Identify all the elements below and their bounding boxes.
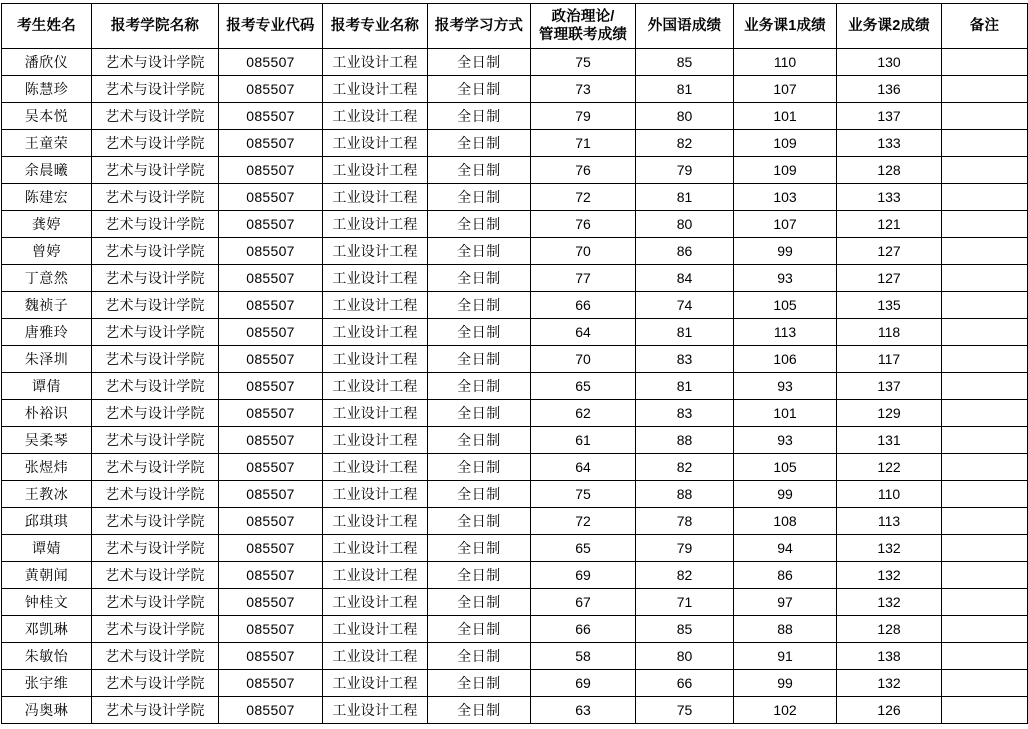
- cell-major-course-2-score: 128: [837, 157, 942, 184]
- cell-name: 唐雅玲: [2, 319, 92, 346]
- table-row: [2, 508, 1028, 535]
- cell-major-course-2-score: 138: [837, 643, 942, 670]
- cell-foreign-language-score: 88: [636, 481, 734, 508]
- cell-major-course-1-score: 103: [734, 184, 837, 211]
- cell-remark: [942, 157, 1028, 184]
- column-header-name: 考生姓名: [2, 4, 92, 49]
- cell-study-mode: 全日制: [428, 265, 531, 292]
- cell-major-code: 085507: [219, 211, 323, 238]
- cell-major-course-1-score: 99: [734, 670, 837, 697]
- cell-name: 朱敏怡: [2, 643, 92, 670]
- cell-study-mode: 全日制: [428, 535, 531, 562]
- cell-college: 艺术与设计学院: [92, 400, 219, 427]
- cell-politics-score: 69: [531, 562, 636, 589]
- cell-major-course-2-score: 133: [837, 130, 942, 157]
- cell-remark: [942, 427, 1028, 454]
- cell-major-name: 工业设计工程: [323, 481, 428, 508]
- cell-major-course-2-score: 135: [837, 292, 942, 319]
- cell-college: 艺术与设计学院: [92, 292, 219, 319]
- cell-major-code: 085507: [219, 238, 323, 265]
- cell-remark: [942, 508, 1028, 535]
- cell-foreign-language-score: 79: [636, 535, 734, 562]
- cell-study-mode: 全日制: [428, 427, 531, 454]
- cell-study-mode: 全日制: [428, 697, 531, 724]
- cell-study-mode: 全日制: [428, 562, 531, 589]
- cell-major-course-1-score: 99: [734, 238, 837, 265]
- cell-major-course-1-score: 86: [734, 562, 837, 589]
- cell-politics-score: 58: [531, 643, 636, 670]
- cell-foreign-language-score: 81: [636, 373, 734, 400]
- cell-college: 艺术与设计学院: [92, 427, 219, 454]
- cell-name: 吴柔琴: [2, 427, 92, 454]
- cell-study-mode: 全日制: [428, 157, 531, 184]
- cell-foreign-language-score: 80: [636, 211, 734, 238]
- cell-foreign-language-score: 82: [636, 130, 734, 157]
- cell-remark: [942, 589, 1028, 616]
- cell-major-course-1-score: 105: [734, 292, 837, 319]
- cell-politics-score: 66: [531, 292, 636, 319]
- table-row: [2, 130, 1028, 157]
- table-row: [2, 76, 1028, 103]
- cell-politics-score: 65: [531, 373, 636, 400]
- cell-study-mode: 全日制: [428, 400, 531, 427]
- cell-college: 艺术与设计学院: [92, 643, 219, 670]
- cell-major-name: 工业设计工程: [323, 535, 428, 562]
- cell-remark: [942, 373, 1028, 400]
- table-row: [2, 49, 1028, 76]
- cell-remark: [942, 49, 1028, 76]
- cell-major-course-2-score: 137: [837, 103, 942, 130]
- cell-politics-score: 64: [531, 319, 636, 346]
- cell-major-course-2-score: 132: [837, 562, 942, 589]
- cell-major-course-1-score: 101: [734, 103, 837, 130]
- cell-college: 艺术与设计学院: [92, 319, 219, 346]
- cell-major-name: 工业设计工程: [323, 184, 428, 211]
- cell-politics-score: 71: [531, 130, 636, 157]
- table-row: [2, 211, 1028, 238]
- cell-study-mode: 全日制: [428, 373, 531, 400]
- cell-politics-score: 69: [531, 670, 636, 697]
- cell-remark: [942, 697, 1028, 724]
- cell-major-course-2-score: 132: [837, 670, 942, 697]
- cell-college: 艺术与设计学院: [92, 157, 219, 184]
- cell-major-code: 085507: [219, 427, 323, 454]
- cell-foreign-language-score: 86: [636, 238, 734, 265]
- cell-foreign-language-score: 85: [636, 49, 734, 76]
- cell-study-mode: 全日制: [428, 184, 531, 211]
- cell-major-course-1-score: 109: [734, 157, 837, 184]
- cell-politics-score: 67: [531, 589, 636, 616]
- table-row: [2, 238, 1028, 265]
- column-header-politics-line2: 管理联考成绩: [538, 27, 628, 43]
- table-row: [2, 643, 1028, 670]
- cell-foreign-language-score: 81: [636, 319, 734, 346]
- cell-name: 邓凯琳: [2, 616, 92, 643]
- cell-major-code: 085507: [219, 589, 323, 616]
- cell-foreign-language-score: 83: [636, 346, 734, 373]
- table-row: [2, 157, 1028, 184]
- cell-major-name: 工业设计工程: [323, 400, 428, 427]
- cell-name: 朱泽圳: [2, 346, 92, 373]
- cell-politics-score: 72: [531, 508, 636, 535]
- cell-foreign-language-score: 71: [636, 589, 734, 616]
- cell-study-mode: 全日制: [428, 508, 531, 535]
- cell-major-name: 工业设计工程: [323, 427, 428, 454]
- cell-remark: [942, 616, 1028, 643]
- cell-politics-score: 76: [531, 211, 636, 238]
- cell-major-name: 工业设计工程: [323, 319, 428, 346]
- cell-major-course-1-score: 108: [734, 508, 837, 535]
- cell-major-name: 工业设计工程: [323, 562, 428, 589]
- cell-major-course-2-score: 132: [837, 535, 942, 562]
- cell-name: 陈建宏: [2, 184, 92, 211]
- cell-politics-score: 70: [531, 346, 636, 373]
- cell-name: 张宇维: [2, 670, 92, 697]
- cell-major-course-2-score: 131: [837, 427, 942, 454]
- cell-major-name: 工业设计工程: [323, 697, 428, 724]
- cell-college: 艺术与设计学院: [92, 535, 219, 562]
- cell-major-course-1-score: 109: [734, 130, 837, 157]
- column-header-major-course-2-score: 业务课2成绩: [837, 4, 942, 49]
- cell-major-code: 085507: [219, 373, 323, 400]
- cell-politics-score: 77: [531, 265, 636, 292]
- cell-major-course-2-score: 122: [837, 454, 942, 481]
- cell-major-code: 085507: [219, 670, 323, 697]
- header-row: [2, 4, 1028, 49]
- cell-major-course-2-score: 110: [837, 481, 942, 508]
- cell-major-course-1-score: 97: [734, 589, 837, 616]
- cell-foreign-language-score: 66: [636, 670, 734, 697]
- cell-college: 艺术与设计学院: [92, 562, 219, 589]
- cell-remark: [942, 184, 1028, 211]
- table-row: [2, 670, 1028, 697]
- cell-foreign-language-score: 88: [636, 427, 734, 454]
- cell-major-code: 085507: [219, 616, 323, 643]
- cell-remark: [942, 292, 1028, 319]
- cell-major-code: 085507: [219, 103, 323, 130]
- cell-major-course-1-score: 107: [734, 76, 837, 103]
- cell-college: 艺术与设计学院: [92, 589, 219, 616]
- cell-major-course-2-score: 113: [837, 508, 942, 535]
- table-row: [2, 562, 1028, 589]
- cell-study-mode: 全日制: [428, 319, 531, 346]
- cell-major-name: 工业设计工程: [323, 454, 428, 481]
- cell-name: 朴裕识: [2, 400, 92, 427]
- cell-major-course-2-score: 129: [837, 400, 942, 427]
- table-row: [2, 319, 1028, 346]
- cell-politics-score: 65: [531, 535, 636, 562]
- cell-study-mode: 全日制: [428, 346, 531, 373]
- cell-major-course-2-score: 132: [837, 589, 942, 616]
- cell-remark: [942, 211, 1028, 238]
- cell-name: 丁意然: [2, 265, 92, 292]
- cell-foreign-language-score: 78: [636, 508, 734, 535]
- cell-major-code: 085507: [219, 481, 323, 508]
- cell-study-mode: 全日制: [428, 589, 531, 616]
- column-header-politics-line1: 政治理论/: [551, 8, 615, 25]
- cell-remark: [942, 319, 1028, 346]
- cell-name: 钟桂文: [2, 589, 92, 616]
- cell-politics-score: 62: [531, 400, 636, 427]
- cell-major-code: 085507: [219, 454, 323, 481]
- cell-remark: [942, 454, 1028, 481]
- table-row: [2, 292, 1028, 319]
- cell-college: 艺术与设计学院: [92, 265, 219, 292]
- cell-name: 黄朝闻: [2, 562, 92, 589]
- column-header-politics-score: [531, 4, 636, 49]
- cell-remark: [942, 76, 1028, 103]
- cell-major-code: 085507: [219, 508, 323, 535]
- column-header-major-course-1-score: 业务课1成绩: [734, 4, 837, 49]
- cell-major-code: 085507: [219, 49, 323, 76]
- cell-remark: [942, 481, 1028, 508]
- table-header: [2, 4, 1028, 49]
- cell-major-code: 085507: [219, 184, 323, 211]
- table-row: [2, 535, 1028, 562]
- cell-major-course-1-score: 94: [734, 535, 837, 562]
- cell-remark: [942, 670, 1028, 697]
- cell-college: 艺术与设计学院: [92, 508, 219, 535]
- cell-major-code: 085507: [219, 697, 323, 724]
- cell-study-mode: 全日制: [428, 211, 531, 238]
- cell-name: 冯奥琳: [2, 697, 92, 724]
- cell-major-course-1-score: 102: [734, 697, 837, 724]
- cell-politics-score: 61: [531, 427, 636, 454]
- cell-major-code: 085507: [219, 346, 323, 373]
- cell-study-mode: 全日制: [428, 670, 531, 697]
- cell-name: 魏祯子: [2, 292, 92, 319]
- cell-politics-score: 75: [531, 49, 636, 76]
- cell-major-name: 工业设计工程: [323, 49, 428, 76]
- cell-study-mode: 全日制: [428, 103, 531, 130]
- cell-major-course-1-score: 88: [734, 616, 837, 643]
- cell-study-mode: 全日制: [428, 76, 531, 103]
- cell-major-course-1-score: 91: [734, 643, 837, 670]
- cell-remark: [942, 346, 1028, 373]
- column-header-major-code: 报考专业代码: [219, 4, 323, 49]
- cell-college: 艺术与设计学院: [92, 211, 219, 238]
- cell-college: 艺术与设计学院: [92, 697, 219, 724]
- cell-major-code: 085507: [219, 76, 323, 103]
- cell-major-name: 工业设计工程: [323, 238, 428, 265]
- cell-college: 艺术与设计学院: [92, 49, 219, 76]
- cell-major-name: 工业设计工程: [323, 643, 428, 670]
- cell-major-course-2-score: 137: [837, 373, 942, 400]
- cell-major-code: 085507: [219, 400, 323, 427]
- cell-foreign-language-score: 74: [636, 292, 734, 319]
- cell-foreign-language-score: 83: [636, 400, 734, 427]
- table-row: [2, 346, 1028, 373]
- cell-remark: [942, 643, 1028, 670]
- cell-major-name: 工业设计工程: [323, 265, 428, 292]
- cell-politics-score: 75: [531, 481, 636, 508]
- cell-major-name: 工业设计工程: [323, 211, 428, 238]
- cell-major-course-2-score: 126: [837, 697, 942, 724]
- cell-major-course-2-score: 118: [837, 319, 942, 346]
- cell-study-mode: 全日制: [428, 616, 531, 643]
- cell-college: 艺术与设计学院: [92, 76, 219, 103]
- table-row: [2, 589, 1028, 616]
- cell-major-name: 工业设计工程: [323, 130, 428, 157]
- cell-politics-score: 66: [531, 616, 636, 643]
- cell-major-course-1-score: 93: [734, 265, 837, 292]
- cell-major-name: 工业设计工程: [323, 292, 428, 319]
- cell-name: 曾婷: [2, 238, 92, 265]
- cell-major-code: 085507: [219, 319, 323, 346]
- cell-major-course-1-score: 101: [734, 400, 837, 427]
- cell-remark: [942, 238, 1028, 265]
- cell-name: 谭倩: [2, 373, 92, 400]
- cell-major-course-2-score: 121: [837, 211, 942, 238]
- cell-remark: [942, 265, 1028, 292]
- cell-name: 陈慧珍: [2, 76, 92, 103]
- table-body: [2, 49, 1028, 724]
- cell-major-name: 工业设计工程: [323, 616, 428, 643]
- cell-major-course-1-score: 99: [734, 481, 837, 508]
- cell-name: 龚婷: [2, 211, 92, 238]
- cell-study-mode: 全日制: [428, 130, 531, 157]
- cell-major-course-1-score: 106: [734, 346, 837, 373]
- cell-major-course-2-score: 128: [837, 616, 942, 643]
- cell-major-code: 085507: [219, 265, 323, 292]
- score-sheet: [0, 3, 1028, 724]
- cell-major-course-2-score: 133: [837, 184, 942, 211]
- cell-name: 王教冰: [2, 481, 92, 508]
- table-row: [2, 454, 1028, 481]
- cell-politics-score: 63: [531, 697, 636, 724]
- cell-college: 艺术与设计学院: [92, 373, 219, 400]
- cell-major-course-1-score: 93: [734, 427, 837, 454]
- cell-foreign-language-score: 79: [636, 157, 734, 184]
- cell-major-course-1-score: 107: [734, 211, 837, 238]
- cell-name: 吴本悦: [2, 103, 92, 130]
- cell-major-name: 工业设计工程: [323, 373, 428, 400]
- table-row: [2, 481, 1028, 508]
- cell-college: 艺术与设计学院: [92, 238, 219, 265]
- cell-study-mode: 全日制: [428, 49, 531, 76]
- cell-major-code: 085507: [219, 292, 323, 319]
- cell-study-mode: 全日制: [428, 238, 531, 265]
- cell-politics-score: 70: [531, 238, 636, 265]
- table-row: [2, 427, 1028, 454]
- cell-foreign-language-score: 84: [636, 265, 734, 292]
- cell-remark: [942, 400, 1028, 427]
- cell-remark: [942, 562, 1028, 589]
- table-row: [2, 697, 1028, 724]
- cell-foreign-language-score: 82: [636, 454, 734, 481]
- cell-study-mode: 全日制: [428, 481, 531, 508]
- cell-politics-score: 73: [531, 76, 636, 103]
- cell-major-name: 工业设计工程: [323, 103, 428, 130]
- cell-major-course-2-score: 117: [837, 346, 942, 373]
- table-row: [2, 616, 1028, 643]
- cell-college: 艺术与设计学院: [92, 184, 219, 211]
- cell-politics-score: 72: [531, 184, 636, 211]
- cell-college: 艺术与设计学院: [92, 103, 219, 130]
- cell-major-name: 工业设计工程: [323, 589, 428, 616]
- cell-major-course-2-score: 130: [837, 49, 942, 76]
- cell-remark: [942, 103, 1028, 130]
- cell-politics-score: 64: [531, 454, 636, 481]
- cell-remark: [942, 130, 1028, 157]
- cell-college: 艺术与设计学院: [92, 130, 219, 157]
- cell-college: 艺术与设计学院: [92, 616, 219, 643]
- cell-college: 艺术与设计学院: [92, 346, 219, 373]
- cell-name: 潘欣仪: [2, 49, 92, 76]
- cell-major-course-2-score: 127: [837, 265, 942, 292]
- table-row: [2, 103, 1028, 130]
- cell-foreign-language-score: 82: [636, 562, 734, 589]
- cell-college: 艺术与设计学院: [92, 481, 219, 508]
- cell-major-course-2-score: 136: [837, 76, 942, 103]
- cell-college: 艺术与设计学院: [92, 670, 219, 697]
- column-header-study-mode: 报考学习方式: [428, 4, 531, 49]
- cell-major-name: 工业设计工程: [323, 346, 428, 373]
- cell-remark: [942, 535, 1028, 562]
- cell-major-name: 工业设计工程: [323, 670, 428, 697]
- cell-major-code: 085507: [219, 643, 323, 670]
- table-row: [2, 373, 1028, 400]
- cell-foreign-language-score: 75: [636, 697, 734, 724]
- cell-major-course-1-score: 105: [734, 454, 837, 481]
- cell-foreign-language-score: 80: [636, 643, 734, 670]
- cell-major-course-1-score: 113: [734, 319, 837, 346]
- cell-major-name: 工业设计工程: [323, 76, 428, 103]
- cell-study-mode: 全日制: [428, 643, 531, 670]
- cell-major-code: 085507: [219, 562, 323, 589]
- table-row: [2, 265, 1028, 292]
- cell-major-name: 工业设计工程: [323, 508, 428, 535]
- cell-foreign-language-score: 81: [636, 184, 734, 211]
- cell-major-name: 工业设计工程: [323, 157, 428, 184]
- cell-major-code: 085507: [219, 535, 323, 562]
- applicant-scores-table: [1, 3, 1028, 724]
- column-header-foreign-language-score: 外国语成绩: [636, 4, 734, 49]
- cell-name: 邱琪琪: [2, 508, 92, 535]
- table-row: [2, 184, 1028, 211]
- cell-name: 余晨曦: [2, 157, 92, 184]
- table-row: [2, 400, 1028, 427]
- column-header-college: 报考学院名称: [92, 4, 219, 49]
- cell-college: 艺术与设计学院: [92, 454, 219, 481]
- column-header-remark: 备注: [942, 4, 1028, 49]
- cell-major-code: 085507: [219, 157, 323, 184]
- cell-name: 张煜炜: [2, 454, 92, 481]
- column-header-major-name: 报考专业名称: [323, 4, 428, 49]
- cell-study-mode: 全日制: [428, 454, 531, 481]
- cell-study-mode: 全日制: [428, 292, 531, 319]
- cell-politics-score: 79: [531, 103, 636, 130]
- cell-politics-score: 76: [531, 157, 636, 184]
- cell-major-course-1-score: 93: [734, 373, 837, 400]
- cell-major-code: 085507: [219, 130, 323, 157]
- cell-foreign-language-score: 80: [636, 103, 734, 130]
- cell-foreign-language-score: 85: [636, 616, 734, 643]
- cell-name: 王童荣: [2, 130, 92, 157]
- cell-major-course-2-score: 127: [837, 238, 942, 265]
- cell-foreign-language-score: 81: [636, 76, 734, 103]
- cell-major-course-1-score: 110: [734, 49, 837, 76]
- cell-name: 谭婧: [2, 535, 92, 562]
